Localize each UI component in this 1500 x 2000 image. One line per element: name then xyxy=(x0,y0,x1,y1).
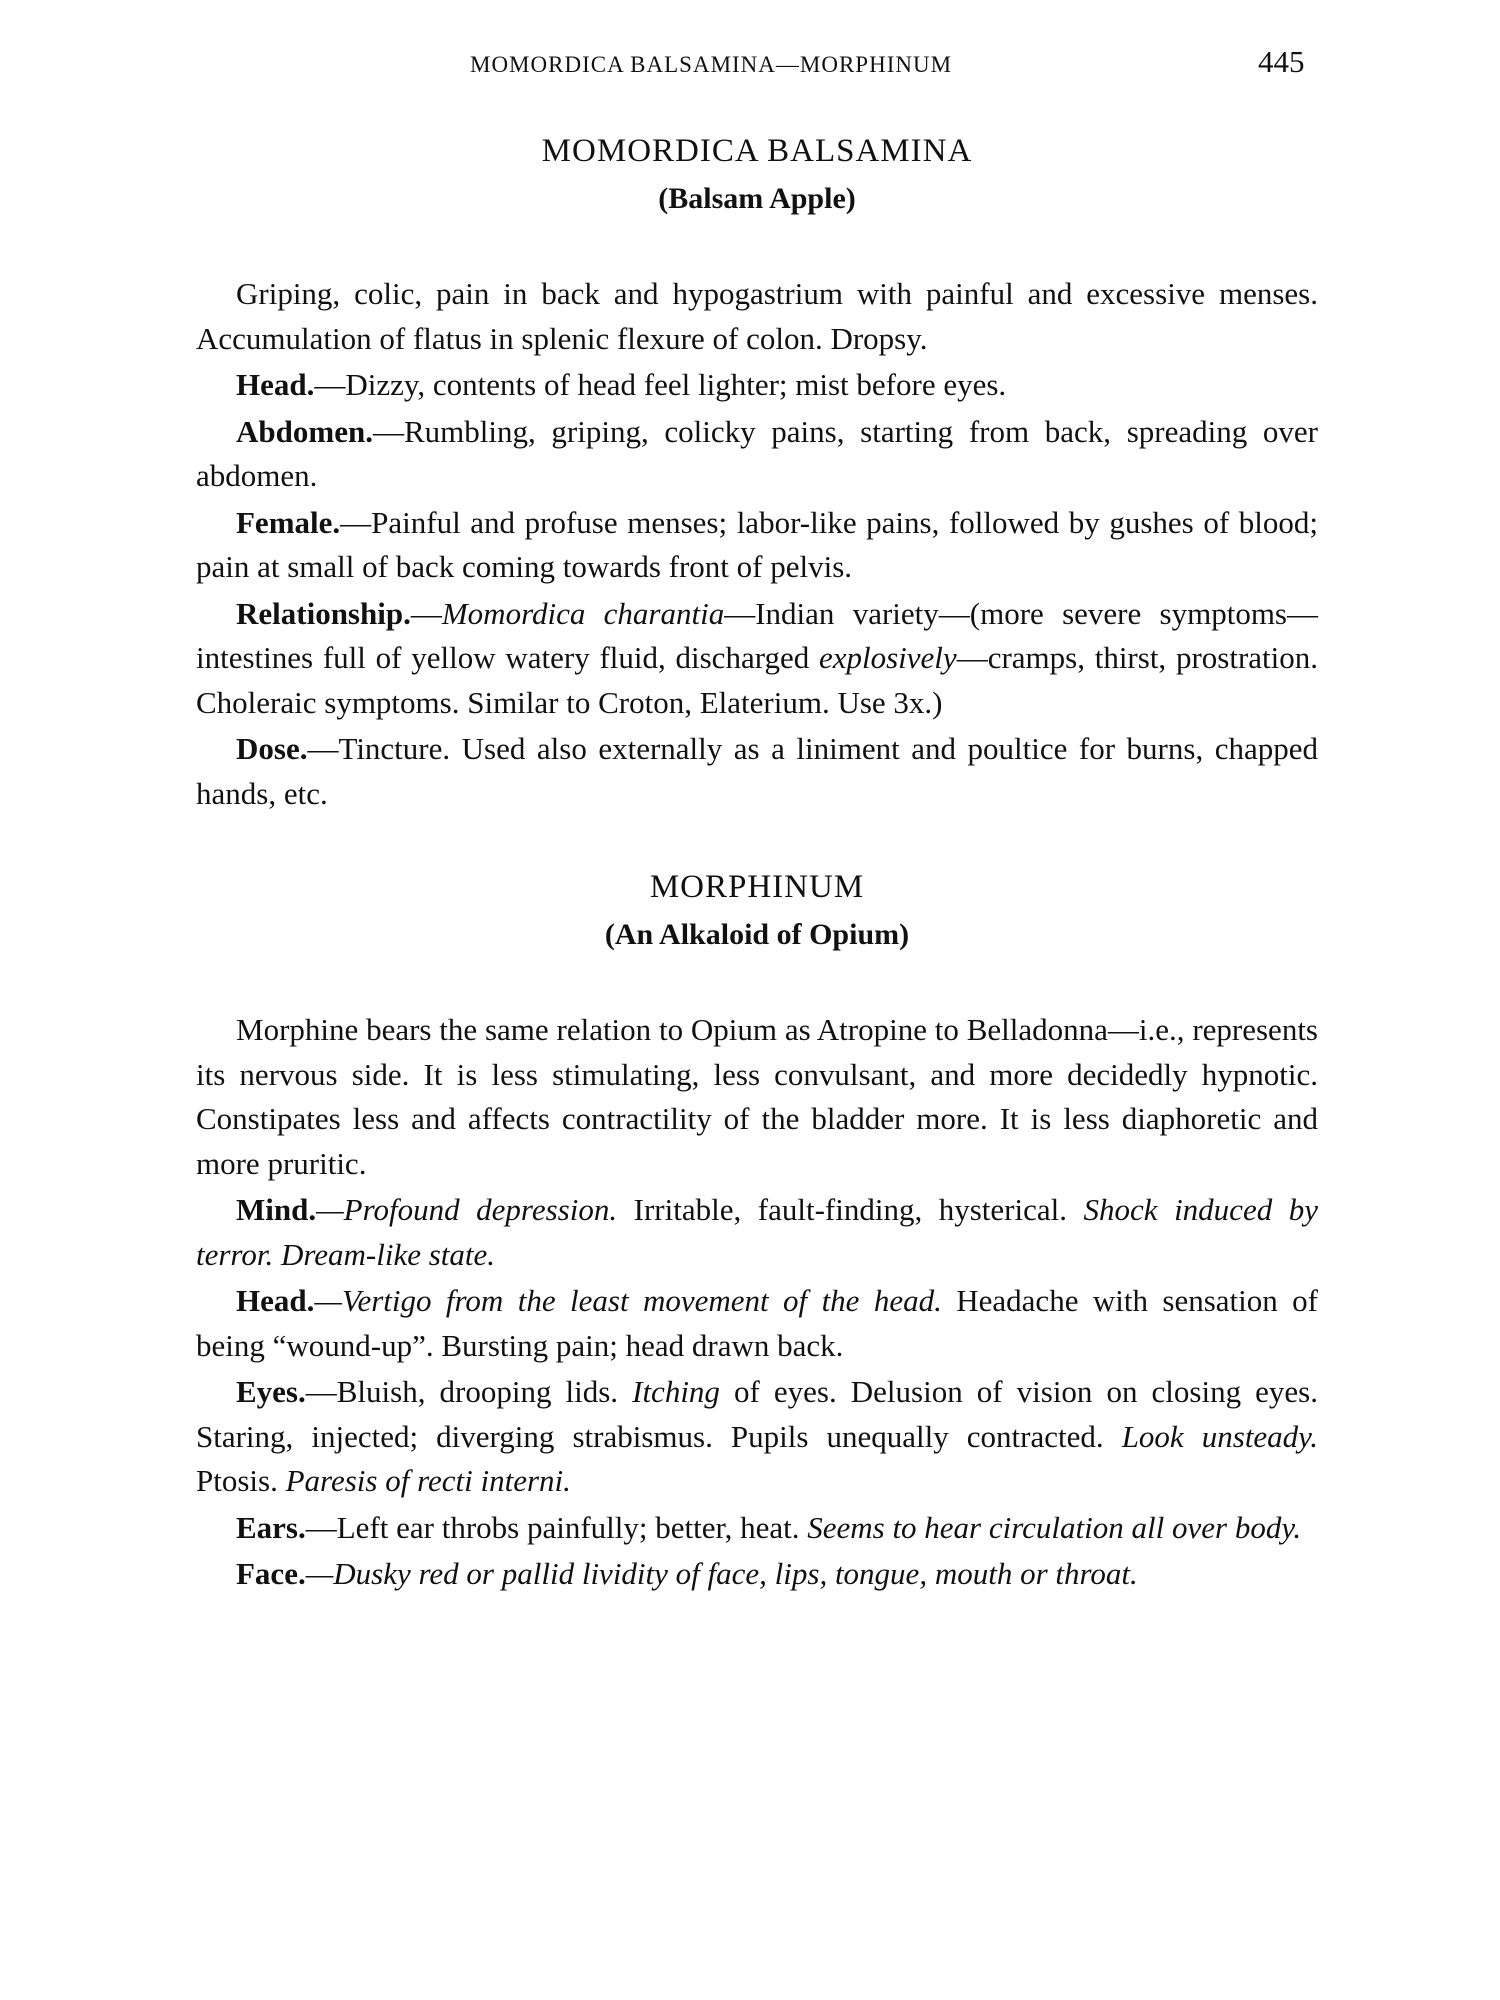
intro-paragraph xyxy=(196,272,1318,361)
face-italic: —Dusky red or pallid lividity of face, lips, tongue, mouth or throat. xyxy=(305,1556,1138,1591)
intro-text: Griping, colic, pain in back and hypogastrium with painful and excessive menses. Accumulation of flatus in splenic flexure of colon. Dropsy. xyxy=(196,276,1318,356)
face-paragraph xyxy=(196,1552,1318,1597)
eyes-italic-3: Paresis of recti interni. xyxy=(285,1463,571,1498)
relationship-italic-1: Momordica charantia xyxy=(441,595,725,631)
mind-text-1: Irritable, fault-finding, hysterical. xyxy=(617,1192,1084,1227)
eyes-italic-2: Look unsteady. xyxy=(1121,1418,1318,1454)
face-heading: Face. xyxy=(236,1556,306,1591)
dose-heading: Dose. xyxy=(236,731,308,766)
ears-text: —Left ear throbs painfully; better, heat. xyxy=(305,1509,808,1545)
female-paragraph xyxy=(196,501,1318,590)
page-number: 445 xyxy=(1258,44,1305,79)
eyes-text-3: Ptosis. xyxy=(196,1463,286,1498)
abdomen-paragraph xyxy=(196,410,1318,499)
section-title: MOMORDICA BALSAMINA xyxy=(541,133,973,169)
head-text: Headache with sensation of being “wound-up”. Bursting pain; head drawn back. xyxy=(196,1283,1318,1363)
section-title: MORPHINUM xyxy=(649,869,865,905)
mind-paragraph xyxy=(196,1188,1318,1277)
female-text: —Painful and profuse menses; labor-like pains, followed by gushes of blood; pain at small of back coming towards front of pelvis. xyxy=(196,504,1318,584)
head-heading: Head. xyxy=(236,1283,315,1318)
head-paragraph xyxy=(196,363,1318,408)
abdomen-text: —Rumbling, griping, colicky pains, starting from back, spreading over abdomen. xyxy=(196,413,1318,493)
eyes-text-1: —Bluish, drooping lids. xyxy=(305,1374,633,1409)
relationship-dash: — xyxy=(410,595,442,631)
head-heading: Head. xyxy=(236,367,315,402)
head-italic: —Vertigo from the least movement of the head. xyxy=(314,1283,942,1318)
ears-paragraph xyxy=(196,1506,1318,1551)
running-head: MOMORDICA BALSAMINA—MORPHINUM xyxy=(470,52,953,77)
ears-heading: Ears. xyxy=(236,1509,306,1545)
page-content xyxy=(196,128,1318,1599)
relationship-italic-2: explosively xyxy=(818,640,957,675)
section-morphinum xyxy=(196,864,1318,1597)
intro-text: Morphine bears the same relation to Opium as Atropine to Belladonna—i.e., represents its nervous side. It is less stimulating, less convulsant, and more decidedly hypnotic. Constipates less and affects contractility of the bladder more. It is less diaphoretic and more pruritic. xyxy=(196,1012,1318,1181)
dose-paragraph xyxy=(196,727,1318,816)
section-subtitle: (Balsam Apple) xyxy=(658,182,856,215)
abdomen-heading: Abdomen. xyxy=(236,413,373,449)
intro-paragraph xyxy=(196,1008,1318,1186)
female-heading: Female. xyxy=(236,504,341,540)
mind-heading: Mind. xyxy=(236,1192,317,1227)
relationship-text-1: —Indian variety—(more severe symptoms—intestines full of yellow watery fluid, discharged xyxy=(196,595,1318,675)
mind-italic-1: —Profound depression. xyxy=(316,1192,618,1227)
relationship-heading: Relationship. xyxy=(236,595,411,631)
ears-italic: Seems to hear circulation all over body. xyxy=(807,1509,1302,1545)
section-momordica xyxy=(196,128,1318,816)
relationship-paragraph xyxy=(196,592,1318,726)
eyes-italic-1: Itching xyxy=(632,1374,720,1409)
eyes-paragraph xyxy=(196,1370,1318,1504)
head-text: —Dizzy, contents of head feel lighter; mist before eyes. xyxy=(314,367,1007,402)
section-subtitle: (An Alkaloid of Opium) xyxy=(604,918,910,951)
dose-text: —Tincture. Used also externally as a liniment and poultice for burns, chapped hands, etc. xyxy=(196,731,1318,811)
head-paragraph xyxy=(196,1279,1318,1368)
mind-italic-2: Shock induced by terror. Dream-like state. xyxy=(196,1192,1318,1272)
relationship-text-2: —cramps, thirst, prostration. Choleraic symptoms. Similar to Croton, Elaterium. Use 3x.) xyxy=(196,640,1318,720)
eyes-text-2: of eyes. Delusion of vision on closing eyes. Staring, injected; diverging strabismus. Pupils unequally contracted. xyxy=(196,1374,1318,1454)
eyes-heading: Eyes. xyxy=(236,1374,306,1409)
